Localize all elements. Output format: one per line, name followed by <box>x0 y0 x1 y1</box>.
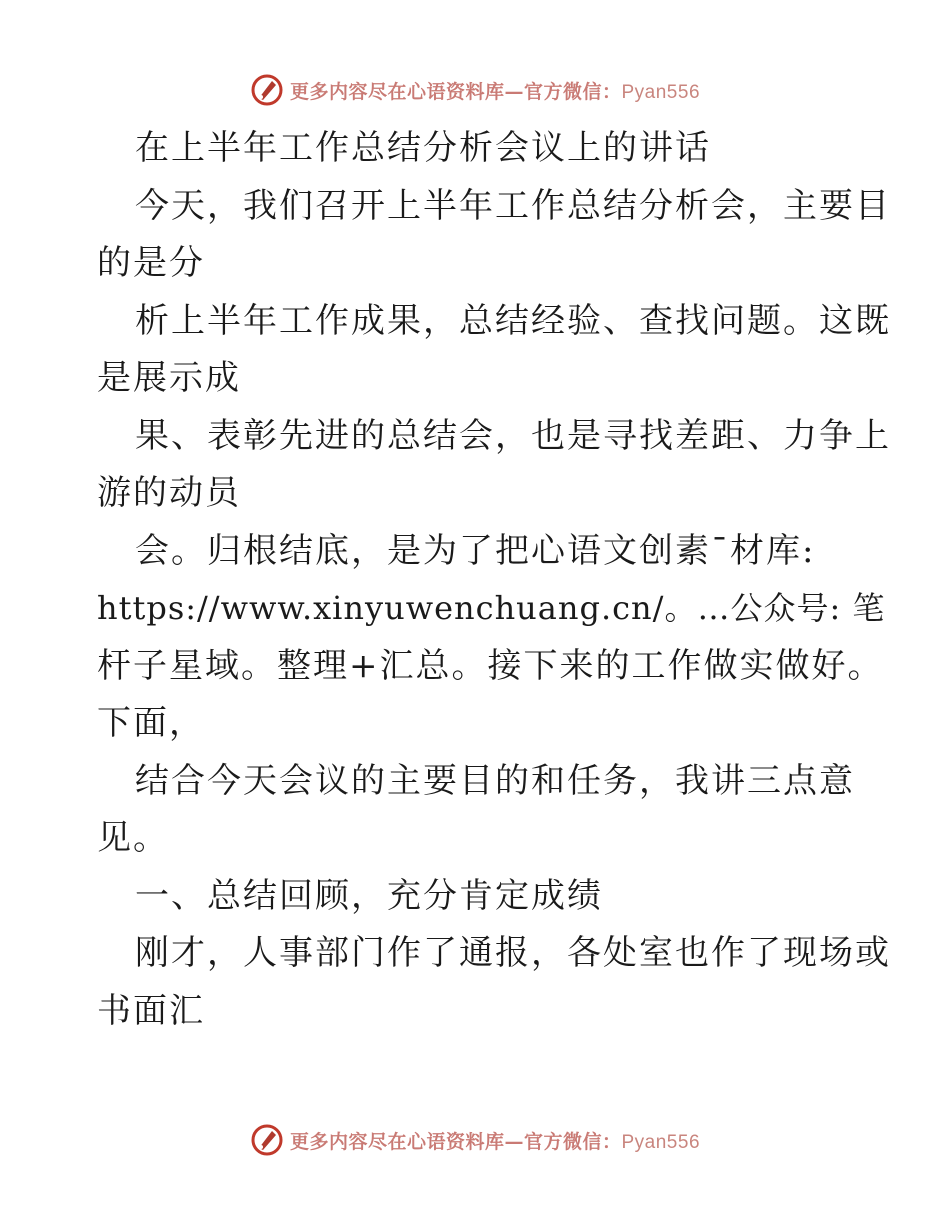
paragraph-line: 游的动员 <box>97 473 241 513</box>
header-watermark <box>0 70 950 110</box>
paragraph-line: 刚才，人事部门作了通报，各处室也作了现场或 <box>135 933 891 973</box>
watermark-wechat-id: Pyan556 <box>621 81 701 103</box>
paragraph-line: 见。 <box>97 818 169 858</box>
paragraph-line: 的是分 <box>97 243 205 283</box>
paragraph-line: 下面， <box>97 703 205 743</box>
paragraph-line: 今天，我们召开上半年工作总结分析会，主要目 <box>135 185 891 226</box>
paragraph-line: 是展示成 <box>97 358 241 398</box>
paragraph-line: 杆子星域。整理+汇总。接下来的工作做实做好。 <box>97 645 884 686</box>
document-body <box>97 120 891 1040</box>
watermark-text: 更多内容尽在心语资料库—官方微信：Pyan556 <box>289 80 701 103</box>
paragraph-line-url: https://www.xinyuwenchuang.cn/。…公众号: 笔 <box>97 589 886 627</box>
section-heading: 一、总结回顾，充分肯定成绩 <box>135 875 603 916</box>
paragraph-line: 结合今天会议的主要目的和任务，我讲三点意 <box>135 760 855 801</box>
watermark-wechat-id: Pyan556 <box>621 1131 701 1153</box>
paragraph-line: 析上半年工作成果，总结经验、查找问题。这既 <box>135 300 891 341</box>
pen-logo-icon <box>250 73 284 107</box>
paragraph-line: 会。归根结底，是为了把心语文创素¯材库: <box>135 530 816 571</box>
document-title: 在上半年工作总结分析会议上的讲话 <box>135 128 711 168</box>
paragraph-line: 果、表彰先进的总结会，也是寻找差距、力争上 <box>135 415 891 456</box>
pen-logo-icon <box>250 1123 284 1157</box>
footer-watermark <box>0 1120 950 1160</box>
paragraph-line: 书面汇 <box>97 990 205 1031</box>
watermark-text: 更多内容尽在心语资料库—官方微信：Pyan556 <box>289 1130 701 1153</box>
